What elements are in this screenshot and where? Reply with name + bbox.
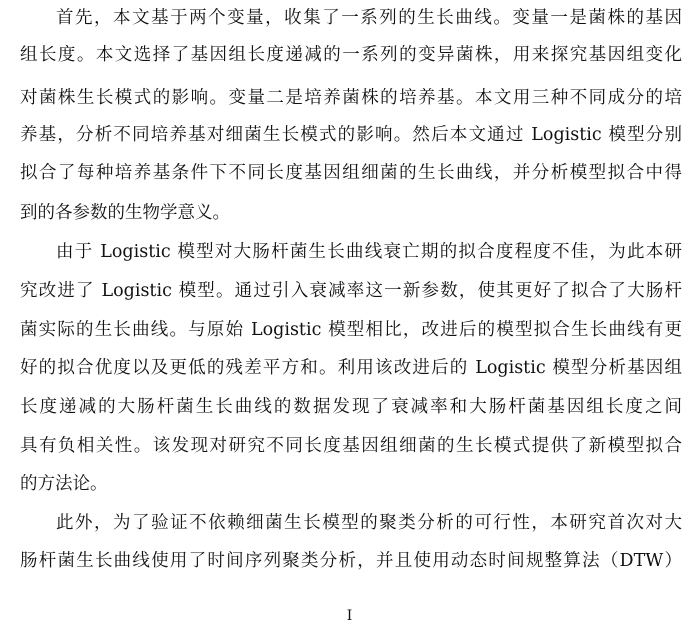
paragraph-2-line-6: 具有负相关性。该发现对研究不同长度基因组细菌的生长模式提供了新模型拟合 <box>20 436 682 456</box>
paragraph-2-line-5: 长度递减的大肠杆菌生长曲线的数据发现了衰减率和大肠杆菌基因组长度之间 <box>20 397 682 417</box>
paragraph-2-line-3: 菌实际的生长曲线。与原始 Logistic 模型相比，改进后的模型拟合生长曲线有更 <box>20 320 682 340</box>
paragraph-2-line-4: 好的拟合优度以及更低的残差平方和。利用该改进后的 Logistic 模型分析基因组 <box>20 358 682 378</box>
paragraph-3-line-1: 此外，为了验证不依赖细菌生长模型的聚类分析的可行性，本研究首次对大 <box>56 513 682 533</box>
paragraph-1-line-2: 组长度。本文选择了基因组长度递减的一系列的变异菌株，用来探究基因组变化 <box>20 45 682 65</box>
paragraph-2-line-2: 究改进了 Logistic 模型。通过引入衰减率这一新参数，使其更好了拟合了大肠杆 <box>20 281 682 301</box>
paragraph-3-line-2: 肠杆菌生长曲线使用了时间序列聚类分析，并且使用动态时间规整算法（DTW） <box>20 551 682 571</box>
paragraph-1-line-3: 对菌株生长模式的影响。变量二是培养菌株的培养基。本文用三种不同成分的培 <box>20 88 682 108</box>
paragraph-2-line-7: 的方法论。 <box>20 474 108 494</box>
paragraph-1-line-6: 到的各参数的生物学意义。 <box>20 203 230 223</box>
paragraph-1-line-5: 拟合了每种培养基条件下不同长度基因组细菌的生长曲线，并分析模型拟合中得 <box>20 163 682 183</box>
paragraph-2-line-1: 由于 Logistic 模型对大肠杆菌生长曲线衰亡期的拟合度程度不佳，为此本研 <box>56 242 682 262</box>
paragraph-1-line-4: 养基，分析不同培养基对细菌生长模式的影响。然后本文通过 Logistic 模型分别 <box>20 125 682 145</box>
paragraph-1-line-1: 首先，本文基于两个变量，收集了一系列的生长曲线。变量一是菌株的基因 <box>56 8 682 28</box>
page-number: I <box>346 608 353 624</box>
